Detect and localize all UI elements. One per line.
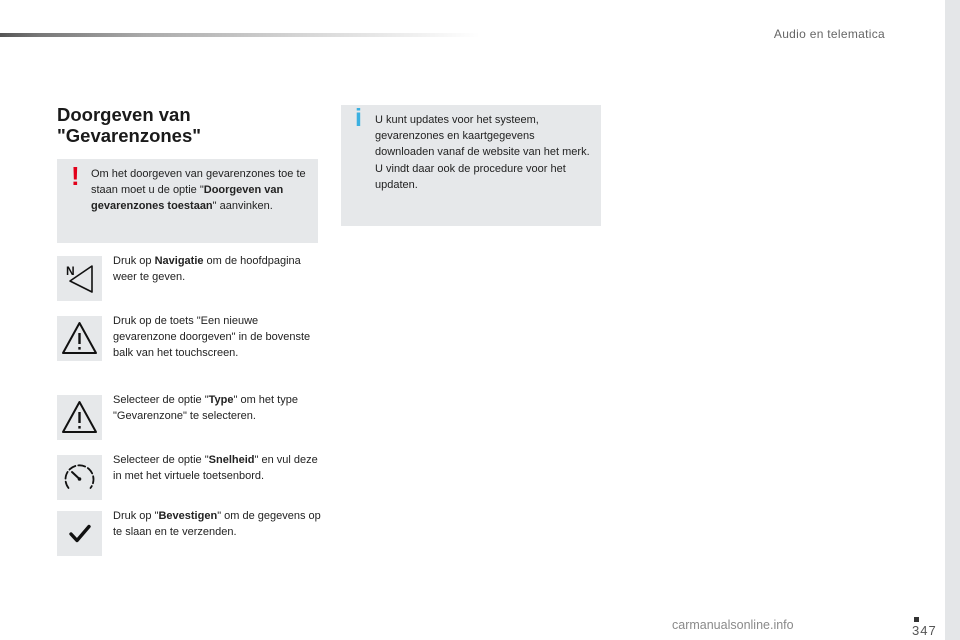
right-edge-band <box>945 0 960 640</box>
top-rule <box>0 33 480 37</box>
warning-triangle-icon <box>57 316 102 361</box>
header-title: Audio en telematica <box>773 27 885 41</box>
warning-text-bold: Doorgeven van gevarenzones toestaan <box>91 184 284 213</box>
warning-triangle-icon <box>57 395 102 440</box>
step-text-part: " om het type "Gevarenzone" te selecteren. <box>113 394 298 423</box>
info-text-line: U kunt updates voor het systeem, gevarenzones en kaartgegevens downloaden vanaf de website van het merk. <box>375 114 590 159</box>
step-text <box>113 508 323 540</box>
step-text-bold: Snelheid <box>208 454 255 466</box>
navigation-icon-letter: N <box>66 264 75 278</box>
warning-text-part: " aanvinken. <box>212 200 273 213</box>
step-text-bold: Navigatie <box>154 255 204 267</box>
step-text-bold: Type <box>208 394 234 406</box>
step-text-bold: Bevestigen <box>158 510 218 522</box>
step-text <box>113 452 323 484</box>
step-text <box>113 313 323 362</box>
info-box <box>341 105 601 226</box>
step-text-part: Druk op <box>113 255 155 267</box>
page-dot <box>914 617 919 622</box>
watermark: carmanualsonline.info <box>672 618 794 632</box>
warning-box <box>57 159 318 243</box>
speedometer-icon <box>57 455 102 500</box>
info-text-line: U vindt daar ook de procedure voor het updaten. <box>375 162 566 191</box>
section-title: Doorgeven van "Gevarenzones" <box>57 104 202 146</box>
step-text-part: Selecteer de optie " <box>113 394 209 406</box>
info-text <box>375 112 595 193</box>
warning-text <box>91 166 311 215</box>
checkmark-icon <box>57 511 102 556</box>
step-text-part: om de hoofdpagina weer te geven. <box>113 255 301 284</box>
step-text-part: Druk op " <box>113 510 159 522</box>
info-icon: i <box>355 104 362 132</box>
step-text <box>113 392 323 424</box>
navigation-icon <box>57 256 102 301</box>
step-text-part: Druk op de toets "Een nieuwe gevarenzone doorgeven" in de bovenste balk van het touchscreen. <box>113 315 311 360</box>
step-text <box>113 253 323 285</box>
step-text-part: " om de gegevens op te slaan en te verzenden. <box>113 510 321 539</box>
step-text-part: " en vul deze in met het virtuele toetsenbord. <box>113 454 318 483</box>
exclamation-icon: ! <box>71 161 80 191</box>
step-text-part: Selecteer de optie " <box>113 454 209 466</box>
warning-text-part: Om het doorgeven van gevarenzones toe te staan moet u de optie " <box>91 168 306 197</box>
page-number: 347 <box>912 623 937 638</box>
